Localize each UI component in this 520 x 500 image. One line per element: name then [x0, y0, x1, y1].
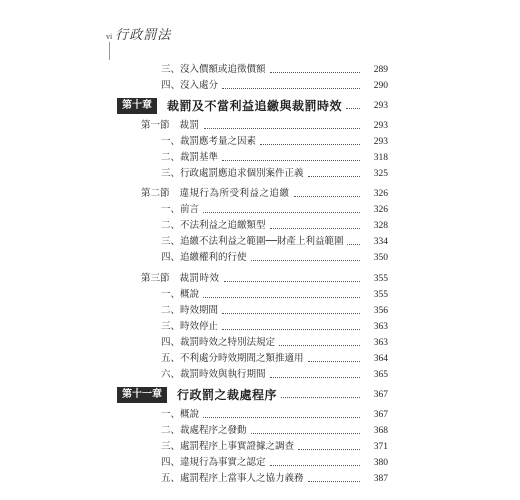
toc-entry-title: 裁罰時效	[179, 273, 220, 284]
toc-entry-title: 四、沒入處分	[161, 80, 219, 91]
dot-leader	[203, 416, 360, 418]
toc-page-number: 325	[373, 169, 388, 179]
toc-entry-title: 三、追繳不法利益之範圍──財產上利益範圍	[161, 236, 344, 247]
dot-leader	[281, 396, 360, 398]
toc-item-row	[161, 134, 388, 150]
dot-leader	[298, 448, 360, 450]
toc-page-number: 355	[373, 274, 388, 284]
toc-item-row	[161, 250, 388, 266]
toc-entry-title: 六、裁罰時效與執行期間	[161, 369, 266, 380]
chapter-label: 第十章	[117, 98, 157, 114]
section-label: 第二節	[141, 188, 170, 199]
toc-item-row	[161, 407, 388, 423]
toc-page-number: 350	[373, 253, 388, 263]
toc-entry-title: 二、不法利益之追繳類型	[161, 220, 266, 231]
toc-item-row	[161, 150, 388, 166]
toc-page-number: 318	[373, 153, 388, 163]
toc-entry-title: 三、行政處罰應追求個別案件正義	[161, 168, 304, 179]
toc-entry-title: 違規行為所受利益之追繳	[179, 188, 290, 199]
dot-leader	[270, 464, 360, 466]
section-label: 第三節	[141, 273, 170, 284]
toc-item-row	[161, 78, 388, 94]
dot-leader	[270, 71, 360, 73]
dot-leader	[204, 127, 360, 129]
toc-page-number: 293	[373, 121, 388, 131]
toc-item-row	[161, 287, 388, 303]
dot-leader	[260, 143, 360, 145]
toc-item-row	[161, 351, 388, 367]
dot-leader	[346, 107, 360, 109]
toc-item-row	[161, 202, 388, 218]
toc-entry-title: 三、沒入價額或追徵價額	[161, 64, 266, 75]
toc-entry-title: 五、處罰程序上當事人之協力義務	[161, 473, 304, 484]
dot-leader	[203, 296, 360, 298]
toc-page-number: 293	[373, 101, 388, 111]
toc-entry-title: 二、時效期間	[161, 305, 219, 316]
toc-item-row	[161, 423, 388, 439]
toc-page-number: 367	[373, 390, 388, 400]
toc-page-number: 290	[373, 81, 388, 91]
toc-entry-title: 五、不利處分時效期間之類推適用	[161, 353, 304, 364]
toc-page-number: 356	[373, 306, 388, 316]
dot-leader	[224, 280, 360, 282]
toc-item-row	[161, 455, 388, 471]
toc-page-number: 367	[373, 410, 388, 420]
dot-leader	[203, 211, 360, 213]
toc-page-number: 289	[373, 65, 388, 75]
dot-leader	[308, 175, 360, 177]
toc-item-row	[161, 303, 388, 319]
dot-leader	[279, 344, 360, 346]
toc-page-number: 365	[373, 370, 388, 380]
toc-page-number: 293	[373, 137, 388, 147]
toc-entry-title: 一、前言	[161, 204, 200, 215]
dot-leader	[308, 360, 360, 362]
toc-entry-title: 二、裁罰基準	[161, 152, 219, 163]
toc-entry-title: 一、概說	[161, 409, 200, 420]
toc-entry-title: 一、概說	[161, 289, 200, 300]
toc-entry-title: 行政罰之裁處程序	[177, 388, 278, 402]
toc-page-number: 371	[373, 442, 388, 452]
toc-entry-title: 裁罰及不當利益追繳與裁罰時效	[167, 99, 343, 113]
toc-item-row	[161, 439, 388, 455]
dot-leader	[270, 227, 360, 229]
dot-leader	[251, 259, 360, 261]
toc-entry-title: 四、追繳權利的行使	[161, 252, 247, 263]
toc-page-number: 363	[373, 338, 388, 348]
book-title: 行政罰法	[115, 28, 172, 43]
toc-entry-title: 四、裁罰時效之特別法規定	[161, 337, 276, 348]
toc-entry-title: 三、處罰程序上事實證據之調查	[161, 441, 295, 452]
dot-leader	[222, 87, 360, 89]
toc-page-number: 326	[373, 205, 388, 215]
toc-entry-title: 裁罰	[179, 120, 200, 131]
toc-chapter-row	[117, 97, 388, 115]
toc-entry-title: 四、違規行為事實之認定	[161, 457, 266, 468]
toc-item-row	[161, 234, 388, 250]
toc-entry-title: 三、時效停止	[161, 321, 219, 332]
dot-leader	[270, 376, 360, 378]
toc-section-row	[141, 186, 388, 202]
dot-leader	[222, 328, 360, 330]
toc-item-row	[161, 218, 388, 234]
toc-item-row	[161, 62, 388, 78]
toc-page-number: 387	[373, 474, 388, 484]
toc-page-number: 328	[373, 221, 388, 231]
page-number: vi	[106, 32, 113, 41]
dot-leader	[308, 480, 360, 482]
toc-item-row	[161, 471, 388, 487]
toc-item-row	[161, 319, 388, 335]
toc-page-number: 380	[373, 458, 388, 468]
dot-leader	[347, 243, 360, 245]
section-label: 第一節	[141, 120, 170, 131]
toc-page-number: 368	[373, 426, 388, 436]
toc-page-number: 363	[373, 322, 388, 332]
chapter-label: 第十一章	[117, 387, 167, 403]
toc-section-row	[141, 271, 388, 287]
toc-item-row	[161, 166, 388, 182]
dot-leader	[222, 312, 360, 314]
toc-item-row	[161, 367, 388, 383]
toc-entry-title: 二、裁處程序之發動	[161, 425, 247, 436]
toc-item-row	[161, 335, 388, 351]
toc-page-number: 364	[373, 354, 388, 364]
dot-leader	[251, 432, 360, 434]
toc-page-number: 355	[373, 290, 388, 300]
toc-section-row	[141, 118, 388, 134]
dot-leader	[294, 195, 360, 197]
toc-page-number: 326	[373, 189, 388, 199]
toc-page-number: 334	[373, 237, 388, 247]
toc-entry-title: 一、裁罰應考量之因素	[161, 136, 257, 147]
toc-chapter-row	[117, 386, 388, 404]
dot-leader	[222, 159, 360, 161]
